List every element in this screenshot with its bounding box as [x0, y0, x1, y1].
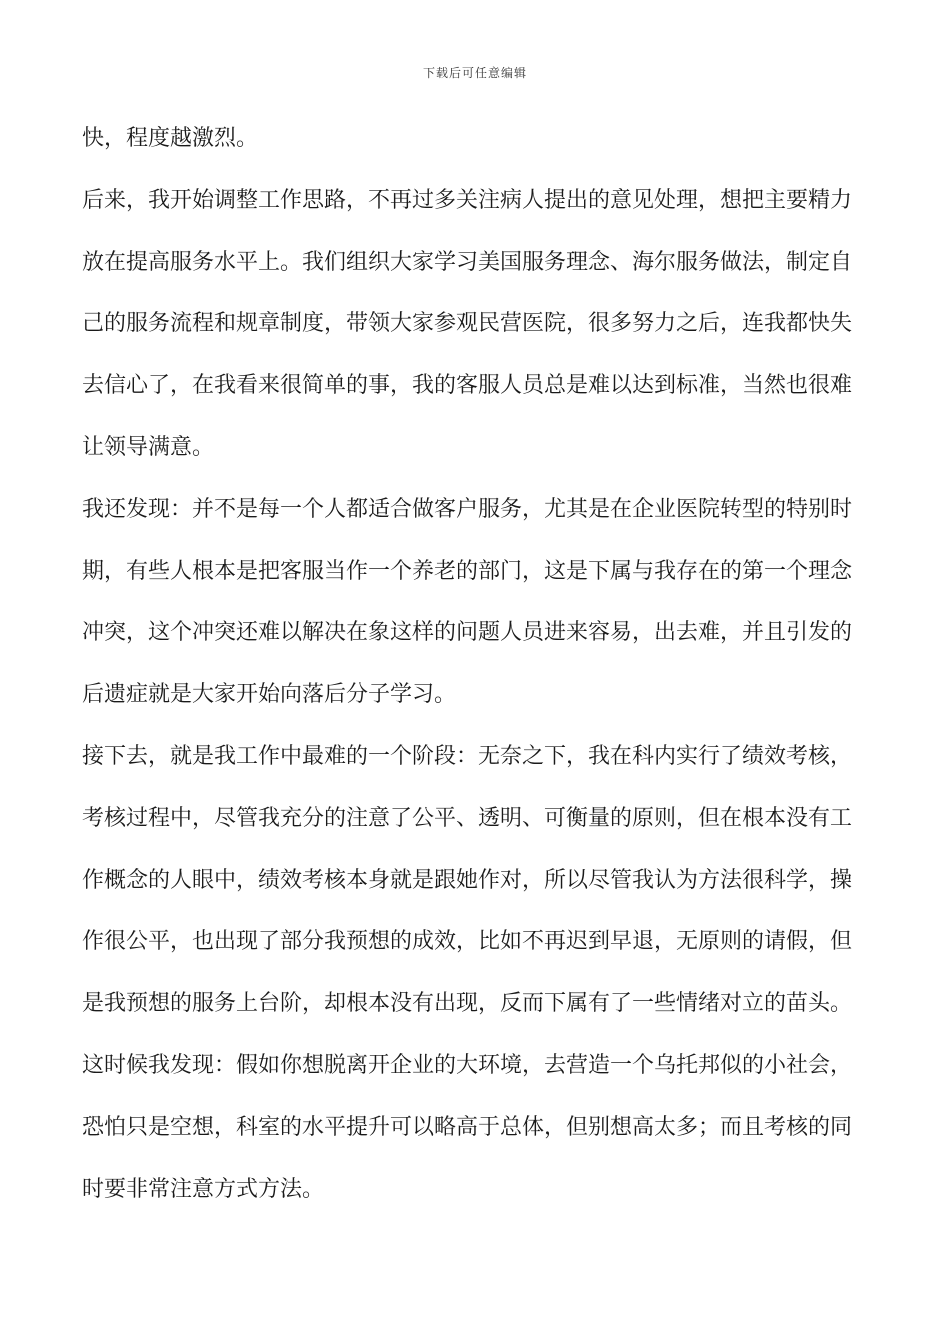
text-line: 作很公平，也出现了部分我预想的成效，比如不再迟到早退，无原则的请假，但 [82, 929, 853, 955]
text-line: 快，程度越激烈。 [82, 126, 259, 151]
text-line: 后来，我开始调整工作思路，不再过多关注病人提出的意见处理，想把主要精力 [82, 187, 853, 213]
page-header: 下载后可任意编辑 [422, 66, 527, 80]
text-line: 我还发现：并不是每一个人都适合做客户服务，尤其是在企业医院转型的特别时 [82, 496, 853, 522]
text-line: 己的服务流程和规章制度，带领大家参观民营医院，很多努力之后，连我都快失 [82, 311, 853, 337]
document-body [82, 108, 872, 1220]
text-line: 去信心了，在我看来很简单的事，我的客服人员总是难以达到标准，当然也很难 [82, 373, 853, 399]
text-line: 恐怕只是空想，科室的水平提升可以略高于总体，但别想高太多；而且考核的同 [82, 1114, 853, 1140]
text-line: 是我预想的服务上台阶，却根本没有出现，反而下属有了一些情绪对立的苗头。 [82, 991, 853, 1017]
text-line: 后遗症就是大家开始向落后分子学习。 [82, 682, 457, 708]
text-line: 放在提高服务水平上。我们组织大家学习美国服务理念、海尔服务做法，制定自 [82, 249, 853, 275]
text-line: 时要非常注意方式方法。 [82, 1176, 325, 1202]
text-line: 考核过程中，尽管我充分的注意了公平、透明、可衡量的原则，但在根本没有工 [82, 805, 853, 831]
text-line: 这时候我发现：假如你想脱离开企业的大环境，去营造一个乌托邦似的小社会， [82, 1052, 853, 1078]
text-line: 接下去，就是我工作中最难的一个阶段：无奈之下，我在科内实行了绩效考核， [82, 743, 853, 769]
text-line: 作概念的人眼中，绩效考核本身就是跟她作对，所以尽管我认为方法很科学，操 [82, 867, 853, 893]
text-line: 期，有些人根本是把客服当作一个养老的部门，这是下属与我存在的第一个理念 [82, 558, 853, 584]
text-line: 冲突，这个冲突还难以解决在象这样的问题人员进来容易，出去难，并且引发的 [82, 620, 853, 646]
text-line: 让领导满意。 [82, 434, 215, 460]
